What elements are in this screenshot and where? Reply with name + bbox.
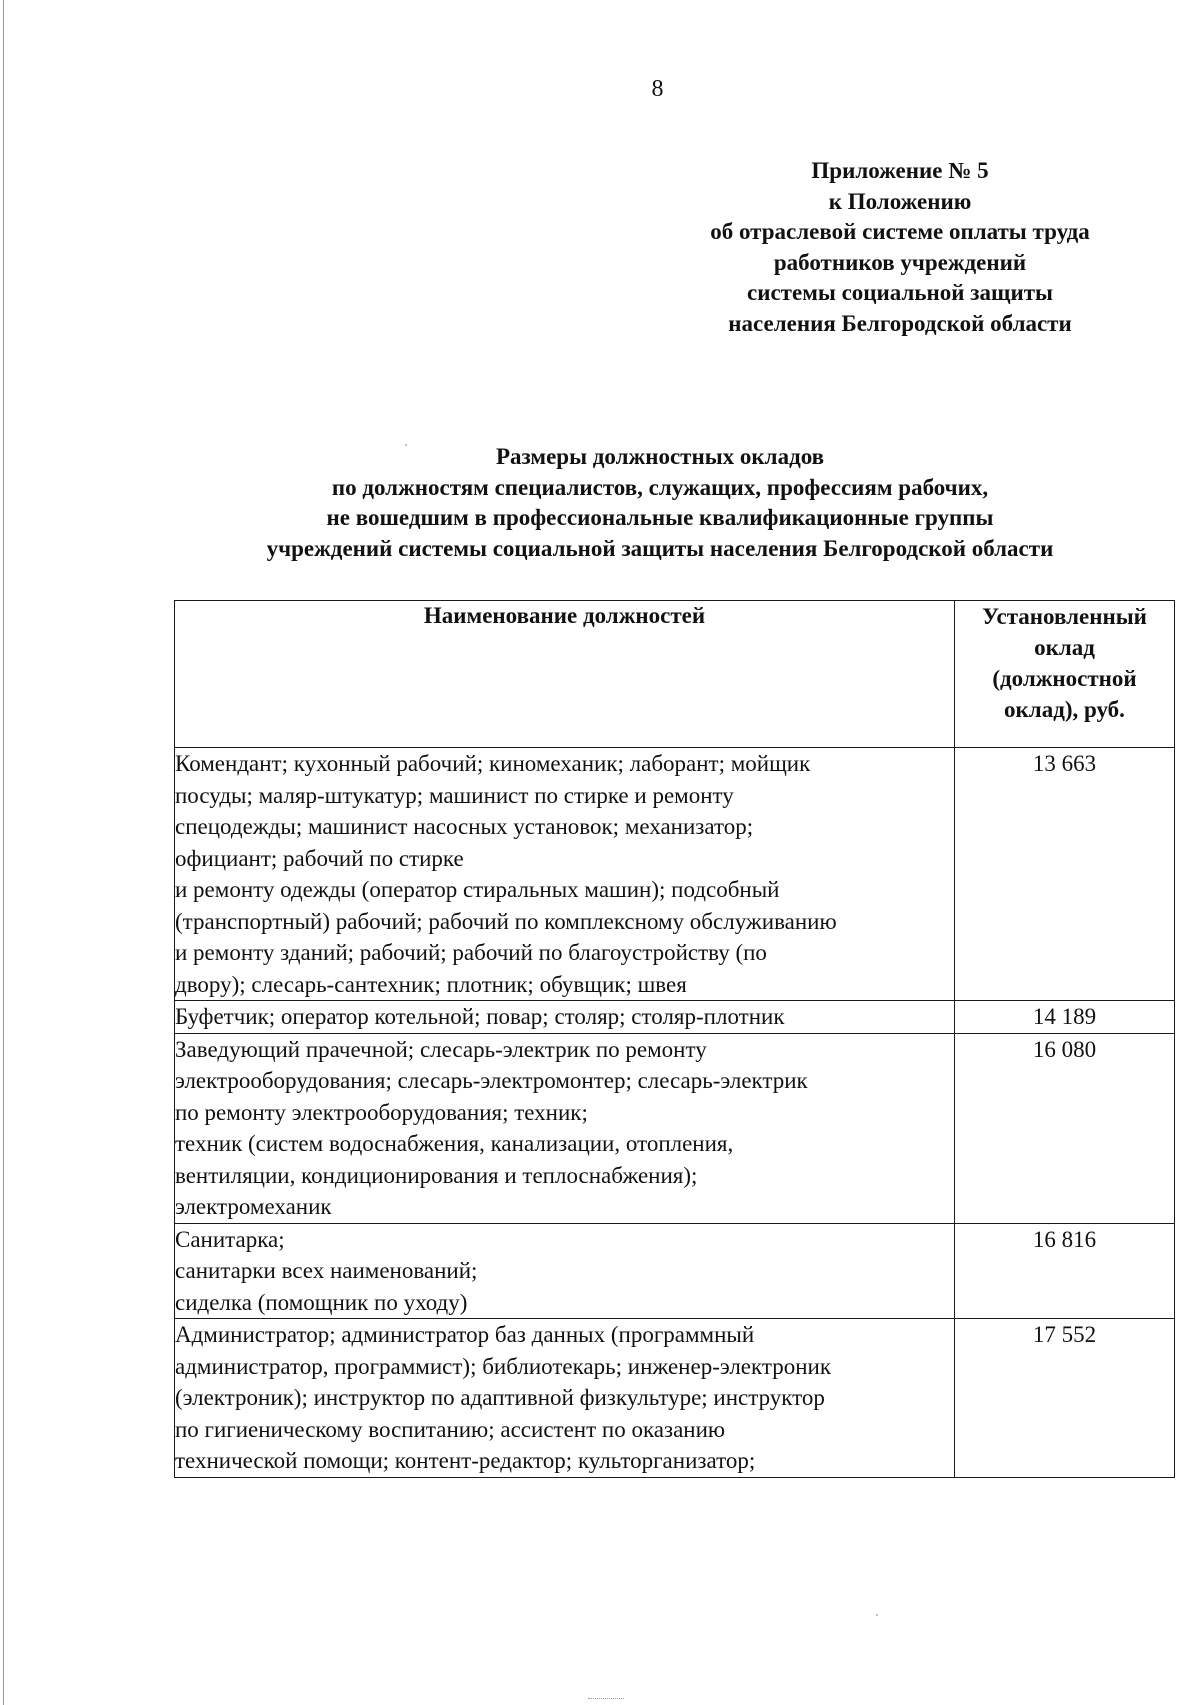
appendix-line: работников учреждений bbox=[773, 249, 1027, 275]
position-line: Санитарка; bbox=[175, 1226, 285, 1252]
table-row bbox=[175, 1319, 1175, 1478]
position-cell bbox=[175, 1319, 955, 1478]
title-line: не вошедшим в профессиональные квалификационные группы bbox=[326, 505, 994, 530]
position-line: Буфетчик; оператор котельной; повар; столяр; столяр-плотник bbox=[175, 1004, 785, 1029]
position-line: техник (систем водоснабжения, канализации, отопления, bbox=[175, 1131, 734, 1156]
position-line: вентиляции, кондиционирования и теплоснабжения); bbox=[175, 1162, 698, 1188]
position-line: электрооборудования; слесарь-электромонтер; слесарь-электрик bbox=[175, 1068, 808, 1093]
scan-edge-line bbox=[3, 0, 4, 1705]
position-line: по ремонту электрооборудования; техник; bbox=[175, 1099, 588, 1125]
table-row bbox=[175, 1223, 1175, 1319]
table-row bbox=[175, 1033, 1175, 1223]
appendix-line: Приложение № 5 bbox=[811, 158, 989, 183]
salary-table bbox=[174, 600, 1175, 1478]
document-title bbox=[150, 442, 1170, 564]
appendix-line: системы социальной защиты bbox=[747, 280, 1053, 305]
salary-cell: 16 816 bbox=[955, 1223, 1175, 1319]
position-line: официант; рабочий по стирке bbox=[175, 845, 464, 871]
position-line: Администратор; администратор баз данных (программный bbox=[175, 1322, 755, 1347]
scan-speck bbox=[876, 1614, 878, 1616]
salary-cell: 17 552 bbox=[955, 1319, 1175, 1478]
salary-cell: 13 663 bbox=[955, 748, 1175, 1001]
table-header-row bbox=[175, 601, 1175, 748]
position-line: спецодежды; машинист насосных установок; механизатор; bbox=[175, 814, 754, 839]
position-line: технической помощи; контент-редактор; культорганизатор; bbox=[175, 1448, 756, 1473]
header-salary-line: оклад bbox=[1034, 635, 1095, 660]
scan-speck bbox=[405, 444, 407, 446]
page-number: 8 bbox=[651, 76, 664, 102]
position-line: (транспортный) рабочий; рабочий по комплексному обслуживанию bbox=[175, 908, 837, 934]
table-row bbox=[175, 748, 1175, 1001]
title-line: учреждений системы социальной защиты населения Белгородской области bbox=[266, 535, 1054, 561]
scan-bottom-mark bbox=[588, 1698, 624, 1702]
position-line: и ремонту зданий; рабочий; рабочий по благоустройству (по bbox=[175, 940, 767, 965]
header-salary-line: оклад), руб. bbox=[1004, 697, 1125, 722]
position-cell bbox=[175, 1223, 955, 1319]
position-cell bbox=[175, 748, 955, 1001]
position-cell bbox=[175, 1001, 955, 1034]
position-line: и ремонту одежды (оператор стиральных машин); подсобный bbox=[175, 877, 780, 902]
title-line: Размеры должностных окладов bbox=[495, 444, 825, 469]
position-line: Комендант; кухонный рабочий; киномеханик; лаборант; мойщик bbox=[175, 751, 811, 776]
position-line: Заведующий прачечной; слесарь-электрик по ремонту bbox=[175, 1036, 707, 1062]
salary-cell: 14 189 bbox=[955, 1001, 1175, 1034]
position-line: администратор, программист); библиотекарь; инженер-электроник bbox=[175, 1353, 831, 1379]
salary-cell: 16 080 bbox=[955, 1033, 1175, 1223]
header-salary-line: (должностной bbox=[992, 666, 1137, 691]
table-row bbox=[175, 1001, 1175, 1034]
appendix-header bbox=[660, 156, 1140, 339]
position-cell bbox=[175, 1033, 955, 1223]
position-line: (электроник); инструктор по адаптивной физкультуре; инструктор bbox=[175, 1385, 825, 1410]
header-position-name: Наименование должностей bbox=[175, 601, 955, 748]
appendix-line: об отраслевой системе оплаты труда bbox=[710, 219, 1090, 244]
header-salary bbox=[955, 601, 1175, 748]
position-line: посуды; маляр-штукатур; машинист по стирке и ремонту bbox=[175, 782, 734, 808]
title-line: по должностям специалистов, служащих, профессиям рабочих, bbox=[331, 474, 989, 500]
position-line: по гигиеническому воспитанию; ассистент по оказанию bbox=[175, 1416, 726, 1442]
position-line: двору); слесарь-сантехник; плотник; обувщик; швея bbox=[175, 971, 687, 997]
appendix-line: к Положению bbox=[828, 188, 972, 214]
position-line: сиделка (помощник по уходу) bbox=[175, 1289, 468, 1315]
position-line: электромеханик bbox=[175, 1194, 332, 1219]
position-line: санитарки всех наименований; bbox=[175, 1258, 478, 1283]
appendix-line: населения Белгородской области bbox=[728, 310, 1072, 336]
header-salary-line: Установленный bbox=[982, 604, 1147, 629]
